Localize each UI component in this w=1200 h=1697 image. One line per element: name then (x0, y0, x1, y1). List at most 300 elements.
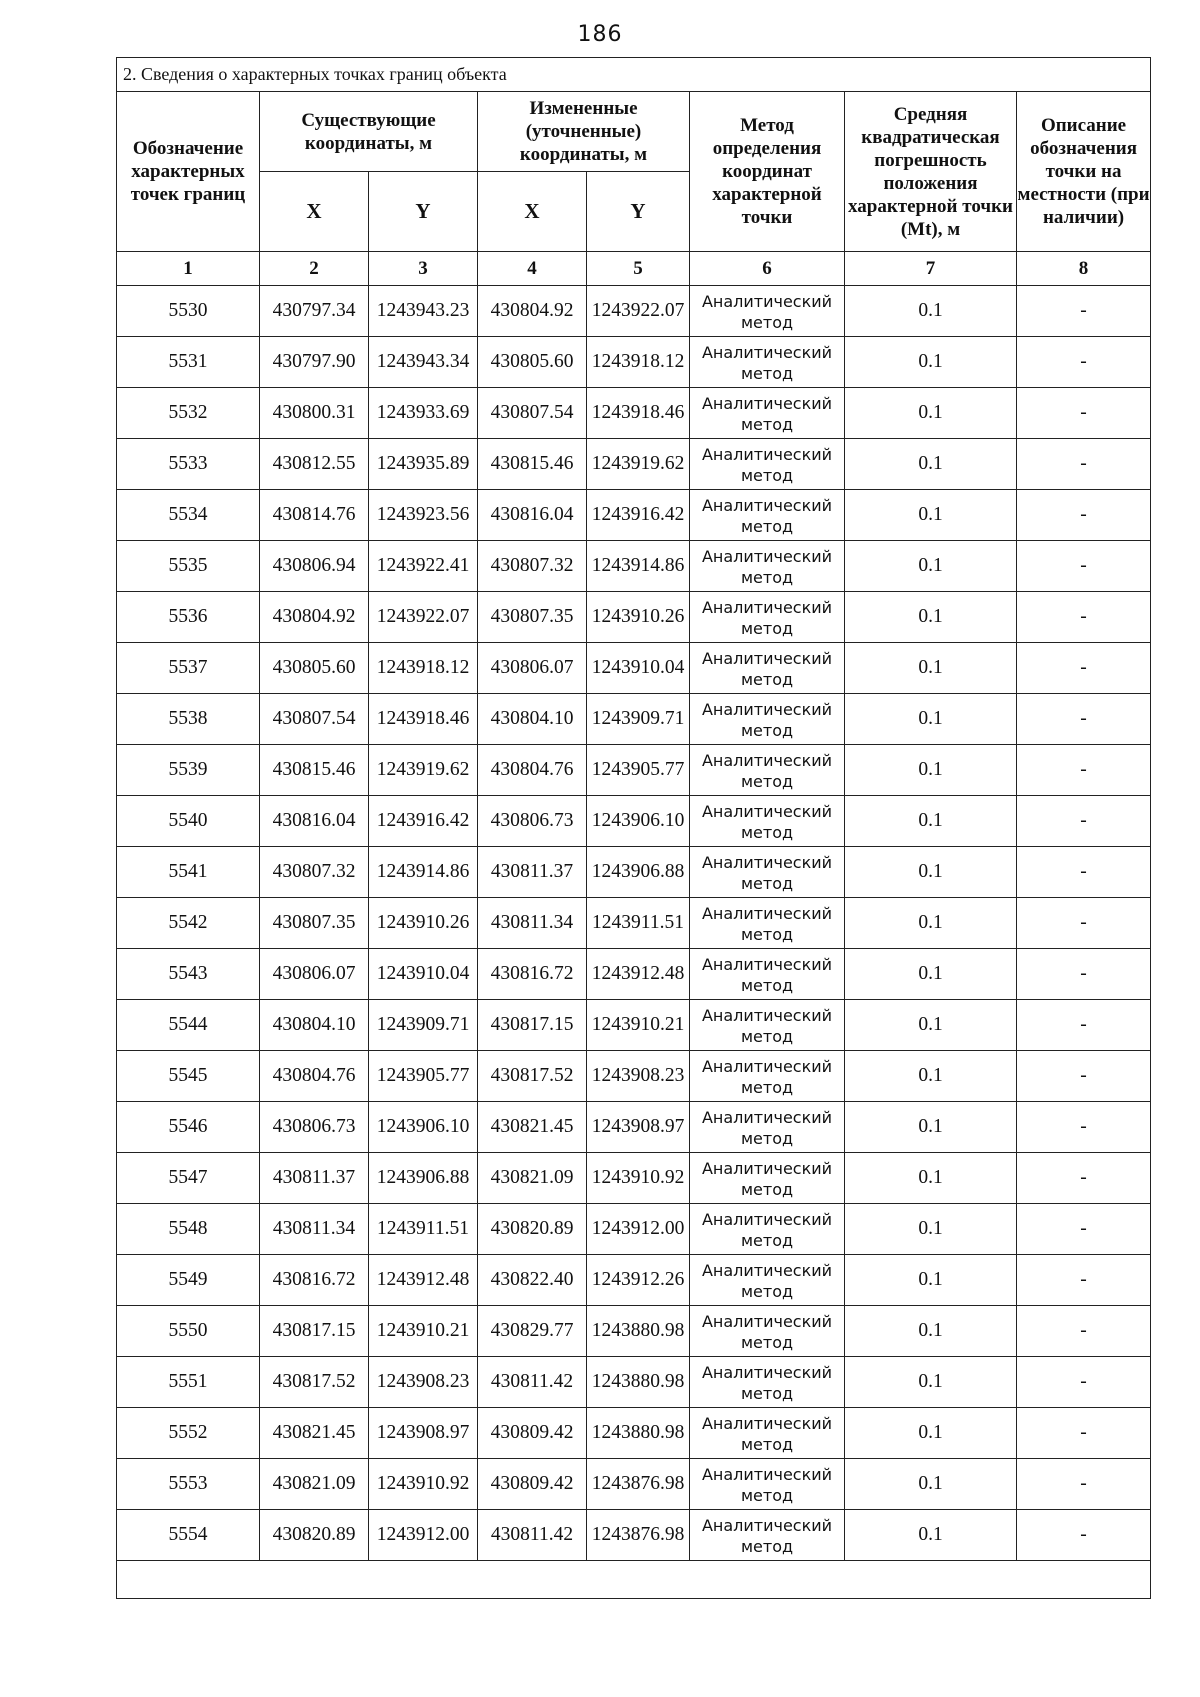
column-number: 5 (587, 252, 690, 286)
changed-x-cell: 430811.37 (478, 847, 587, 898)
method-cell (690, 1000, 845, 1051)
mean-error-cell: 0.1 (845, 1408, 1017, 1459)
description-cell: - (1017, 1408, 1151, 1459)
point-id-cell: 5533 (117, 439, 260, 490)
mean-error-cell: 0.1 (845, 388, 1017, 439)
section-title: 2. Сведения о характерных точках границ объекта (117, 58, 1151, 92)
method-cell (690, 1459, 845, 1510)
method-line: Аналитический (701, 1107, 833, 1127)
mean-error-cell: 0.1 (845, 490, 1017, 541)
method-cell (690, 388, 845, 439)
existing-y-cell: 1243916.42 (369, 796, 478, 847)
table-row (117, 1000, 1151, 1051)
table-row (117, 1102, 1151, 1153)
table-row (117, 796, 1151, 847)
method-line: метод (740, 516, 794, 536)
method-line: Аналитический (701, 1056, 833, 1076)
mean-error-cell: 0.1 (845, 439, 1017, 490)
method-line: Аналитический (701, 1464, 833, 1484)
changed-x-cell: 430805.60 (478, 337, 587, 388)
table-row (117, 1357, 1151, 1408)
table-row (117, 592, 1151, 643)
changed-x-cell: 430806.73 (478, 796, 587, 847)
boundary-points-table (116, 57, 1151, 1599)
description-cell: - (1017, 1102, 1151, 1153)
column-number: 2 (260, 252, 369, 286)
method-cell (690, 490, 845, 541)
changed-y-cell: 1243908.23 (587, 1051, 690, 1102)
table-row (117, 643, 1151, 694)
method-line: Аналитический (701, 495, 833, 515)
method-cell (690, 286, 845, 337)
description-cell: - (1017, 490, 1151, 541)
existing-x-cell: 430811.37 (260, 1153, 369, 1204)
page-number: 186 (577, 22, 623, 47)
method-line: Аналитический (701, 1515, 833, 1535)
method-line: метод (740, 1332, 794, 1352)
method-line: метод (740, 975, 794, 995)
existing-y-cell: 1243918.46 (369, 694, 478, 745)
description-cell: - (1017, 1357, 1151, 1408)
method-cell (690, 1510, 845, 1561)
changed-y-cell: 1243922.07 (587, 286, 690, 337)
method-line: Аналитический (701, 801, 833, 821)
point-id-cell: 5553 (117, 1459, 260, 1510)
changed-y-cell: 1243914.86 (587, 541, 690, 592)
mean-error-cell: 0.1 (845, 1051, 1017, 1102)
existing-y-cell: 1243922.41 (369, 541, 478, 592)
changed-x-cell: 430817.52 (478, 1051, 587, 1102)
point-id-cell: 5541 (117, 847, 260, 898)
column-number: 8 (1017, 252, 1151, 286)
method-line: Аналитический (701, 1413, 833, 1433)
changed-y-cell: 1243880.98 (587, 1357, 690, 1408)
existing-y-cell: 1243906.10 (369, 1102, 478, 1153)
point-id-cell: 5539 (117, 745, 260, 796)
mean-error-cell: 0.1 (845, 592, 1017, 643)
method-line: метод (740, 1230, 794, 1250)
method-cell (690, 439, 845, 490)
changed-x-cell: 430816.04 (478, 490, 587, 541)
changed-y-cell: 1243919.62 (587, 439, 690, 490)
existing-x-cell: 430797.90 (260, 337, 369, 388)
method-line: Аналитический (701, 852, 833, 872)
existing-x-cell: 430807.35 (260, 898, 369, 949)
mean-error-cell: 0.1 (845, 796, 1017, 847)
existing-y-cell: 1243943.34 (369, 337, 478, 388)
changed-x-cell: 430816.72 (478, 949, 587, 1000)
header-mean-error: Средняя квадратическая погрешность положения характерной точки (Mt), м (845, 92, 1017, 252)
description-cell: - (1017, 439, 1151, 490)
changed-y-cell: 1243911.51 (587, 898, 690, 949)
method-line: метод (740, 567, 794, 587)
description-cell: - (1017, 745, 1151, 796)
changed-y-cell: 1243906.10 (587, 796, 690, 847)
point-id-cell: 5531 (117, 337, 260, 388)
method-cell (690, 643, 845, 694)
table-row (117, 949, 1151, 1000)
existing-x-cell: 430820.89 (260, 1510, 369, 1561)
changed-y-cell: 1243910.04 (587, 643, 690, 694)
method-line: Аналитический (701, 444, 833, 464)
changed-x-cell: 430821.45 (478, 1102, 587, 1153)
method-cell (690, 694, 845, 745)
changed-y-cell: 1243916.42 (587, 490, 690, 541)
existing-y-cell: 1243908.97 (369, 1408, 478, 1459)
mean-error-cell: 0.1 (845, 337, 1017, 388)
changed-y-cell: 1243880.98 (587, 1408, 690, 1459)
method-line: метод (740, 720, 794, 740)
existing-x-cell: 430812.55 (260, 439, 369, 490)
mean-error-cell: 0.1 (845, 694, 1017, 745)
point-id-cell: 5548 (117, 1204, 260, 1255)
existing-x-cell: 430821.09 (260, 1459, 369, 1510)
method-line: метод (740, 618, 794, 638)
column-number-row (117, 252, 1151, 286)
existing-x-cell: 430816.72 (260, 1255, 369, 1306)
header-changed-y: Y (587, 172, 690, 252)
table-row (117, 490, 1151, 541)
changed-x-cell: 430804.10 (478, 694, 587, 745)
existing-y-cell: 1243910.26 (369, 898, 478, 949)
changed-x-cell: 430809.42 (478, 1459, 587, 1510)
mean-error-cell: 0.1 (845, 898, 1017, 949)
changed-y-cell: 1243912.48 (587, 949, 690, 1000)
existing-x-cell: 430807.54 (260, 694, 369, 745)
mean-error-cell: 0.1 (845, 1306, 1017, 1357)
point-id-cell: 5536 (117, 592, 260, 643)
existing-x-cell: 430805.60 (260, 643, 369, 694)
method-cell (690, 1357, 845, 1408)
table-row (117, 439, 1151, 490)
changed-x-cell: 430804.92 (478, 286, 587, 337)
existing-y-cell: 1243909.71 (369, 1000, 478, 1051)
method-line: Аналитический (701, 546, 833, 566)
changed-y-cell: 1243880.98 (587, 1306, 690, 1357)
method-line: Аналитический (701, 1158, 833, 1178)
existing-y-cell: 1243933.69 (369, 388, 478, 439)
existing-x-cell: 430807.32 (260, 847, 369, 898)
method-line: метод (740, 1026, 794, 1046)
description-cell: - (1017, 541, 1151, 592)
existing-y-cell: 1243914.86 (369, 847, 478, 898)
mean-error-cell: 0.1 (845, 1153, 1017, 1204)
table-row (117, 694, 1151, 745)
method-line: метод (740, 1434, 794, 1454)
header-point-designation: Обозначение характерных точек границ (117, 92, 260, 252)
method-line: метод (740, 1485, 794, 1505)
header-description: Описание обозначения точки на местности (при наличии) (1017, 92, 1151, 252)
changed-x-cell: 430817.15 (478, 1000, 587, 1051)
mean-error-cell: 0.1 (845, 1255, 1017, 1306)
method-cell (690, 949, 845, 1000)
point-id-cell: 5535 (117, 541, 260, 592)
table-body (117, 286, 1151, 1561)
description-cell: - (1017, 592, 1151, 643)
column-number: 6 (690, 252, 845, 286)
table-row (117, 898, 1151, 949)
existing-x-cell: 430804.76 (260, 1051, 369, 1102)
description-cell: - (1017, 949, 1151, 1000)
changed-y-cell: 1243876.98 (587, 1510, 690, 1561)
changed-y-cell: 1243908.97 (587, 1102, 690, 1153)
existing-x-cell: 430800.31 (260, 388, 369, 439)
point-id-cell: 5547 (117, 1153, 260, 1204)
existing-y-cell: 1243912.48 (369, 1255, 478, 1306)
point-id-cell: 5534 (117, 490, 260, 541)
existing-y-cell: 1243935.89 (369, 439, 478, 490)
existing-x-cell: 430815.46 (260, 745, 369, 796)
existing-y-cell: 1243943.23 (369, 286, 478, 337)
changed-y-cell: 1243910.26 (587, 592, 690, 643)
existing-x-cell: 430816.04 (260, 796, 369, 847)
column-number: 4 (478, 252, 587, 286)
point-id-cell: 5546 (117, 1102, 260, 1153)
table-row (117, 1408, 1151, 1459)
table-row (117, 847, 1151, 898)
method-line: Аналитический (701, 648, 833, 668)
method-cell (690, 592, 845, 643)
point-id-cell: 5554 (117, 1510, 260, 1561)
method-cell (690, 1204, 845, 1255)
changed-y-cell: 1243909.71 (587, 694, 690, 745)
table-row (117, 1051, 1151, 1102)
method-line: метод (740, 1383, 794, 1403)
changed-x-cell: 430809.42 (478, 1408, 587, 1459)
changed-x-cell: 430806.07 (478, 643, 587, 694)
changed-y-cell: 1243912.00 (587, 1204, 690, 1255)
description-cell: - (1017, 1306, 1151, 1357)
method-cell (690, 1306, 845, 1357)
changed-y-cell: 1243905.77 (587, 745, 690, 796)
description-cell: - (1017, 1204, 1151, 1255)
method-line: метод (740, 414, 794, 434)
existing-x-cell: 430806.73 (260, 1102, 369, 1153)
column-number: 1 (117, 252, 260, 286)
existing-y-cell: 1243905.77 (369, 1051, 478, 1102)
point-id-cell: 5552 (117, 1408, 260, 1459)
existing-y-cell: 1243922.07 (369, 592, 478, 643)
method-line: Аналитический (701, 1362, 833, 1382)
existing-x-cell: 430821.45 (260, 1408, 369, 1459)
description-cell: - (1017, 1510, 1151, 1561)
changed-y-cell: 1243918.12 (587, 337, 690, 388)
description-cell: - (1017, 1051, 1151, 1102)
point-id-cell: 5537 (117, 643, 260, 694)
header-method: Метод определения координат характерной точки (690, 92, 845, 252)
method-line: Аналитический (701, 1260, 833, 1280)
changed-x-cell: 430807.35 (478, 592, 587, 643)
mean-error-cell: 0.1 (845, 1204, 1017, 1255)
empty-footer-row (117, 1561, 1151, 1599)
point-id-cell: 5551 (117, 1357, 260, 1408)
existing-x-cell: 430804.92 (260, 592, 369, 643)
mean-error-cell: 0.1 (845, 847, 1017, 898)
method-line: Аналитический (701, 1005, 833, 1025)
table-row (117, 1510, 1151, 1561)
method-line: метод (740, 465, 794, 485)
method-line: метод (740, 1128, 794, 1148)
method-line: Аналитический (701, 1209, 833, 1229)
method-line: метод (740, 771, 794, 791)
method-line: метод (740, 363, 794, 383)
description-cell: - (1017, 898, 1151, 949)
changed-x-cell: 430815.46 (478, 439, 587, 490)
existing-y-cell: 1243910.21 (369, 1306, 478, 1357)
description-cell: - (1017, 1459, 1151, 1510)
column-number: 3 (369, 252, 478, 286)
existing-x-cell: 430806.94 (260, 541, 369, 592)
method-line: Аналитический (701, 393, 833, 413)
method-line: Аналитический (701, 699, 833, 719)
table-row (117, 1306, 1151, 1357)
mean-error-cell: 0.1 (845, 1102, 1017, 1153)
existing-x-cell: 430797.34 (260, 286, 369, 337)
changed-x-cell: 430829.77 (478, 1306, 587, 1357)
point-id-cell: 5543 (117, 949, 260, 1000)
changed-y-cell: 1243910.92 (587, 1153, 690, 1204)
changed-y-cell: 1243906.88 (587, 847, 690, 898)
existing-y-cell: 1243918.12 (369, 643, 478, 694)
table-row (117, 1204, 1151, 1255)
table-row (117, 541, 1151, 592)
method-cell (690, 745, 845, 796)
column-number: 7 (845, 252, 1017, 286)
changed-x-cell: 430811.42 (478, 1510, 587, 1561)
method-cell (690, 337, 845, 388)
table-row (117, 337, 1151, 388)
method-line: метод (740, 669, 794, 689)
point-id-cell: 5549 (117, 1255, 260, 1306)
existing-y-cell: 1243919.62 (369, 745, 478, 796)
existing-x-cell: 430804.10 (260, 1000, 369, 1051)
existing-x-cell: 430806.07 (260, 949, 369, 1000)
mean-error-cell: 0.1 (845, 1510, 1017, 1561)
point-id-cell: 5538 (117, 694, 260, 745)
header-existing-y: Y (369, 172, 478, 252)
description-cell: - (1017, 643, 1151, 694)
method-line: Аналитический (701, 903, 833, 923)
point-id-cell: 5544 (117, 1000, 260, 1051)
method-cell (690, 1408, 845, 1459)
method-line: Аналитический (701, 342, 833, 362)
mean-error-cell: 0.1 (845, 541, 1017, 592)
table-row (117, 286, 1151, 337)
method-line: метод (740, 312, 794, 332)
existing-x-cell: 430814.76 (260, 490, 369, 541)
method-cell (690, 1051, 845, 1102)
changed-y-cell: 1243876.98 (587, 1459, 690, 1510)
table-row (117, 388, 1151, 439)
changed-y-cell: 1243910.21 (587, 1000, 690, 1051)
description-cell: - (1017, 1000, 1151, 1051)
mean-error-cell: 0.1 (845, 1357, 1017, 1408)
method-line: метод (740, 1536, 794, 1556)
header-existing-coordinates: Существующие координаты, м (260, 92, 478, 172)
method-line: метод (740, 924, 794, 944)
existing-y-cell: 1243923.56 (369, 490, 478, 541)
table-row (117, 1255, 1151, 1306)
header-existing-x: X (260, 172, 369, 252)
method-line: Аналитический (701, 597, 833, 617)
existing-y-cell: 1243911.51 (369, 1204, 478, 1255)
method-line: Аналитический (701, 750, 833, 770)
method-cell (690, 898, 845, 949)
description-cell: - (1017, 388, 1151, 439)
existing-x-cell: 430811.34 (260, 1204, 369, 1255)
mean-error-cell: 0.1 (845, 1000, 1017, 1051)
description-cell: - (1017, 694, 1151, 745)
point-id-cell: 5530 (117, 286, 260, 337)
method-cell (690, 796, 845, 847)
description-cell: - (1017, 286, 1151, 337)
point-id-cell: 5542 (117, 898, 260, 949)
table-row (117, 745, 1151, 796)
method-cell (690, 847, 845, 898)
changed-x-cell: 430804.76 (478, 745, 587, 796)
point-id-cell: 5540 (117, 796, 260, 847)
method-line: Аналитический (701, 954, 833, 974)
changed-y-cell: 1243912.26 (587, 1255, 690, 1306)
existing-y-cell: 1243906.88 (369, 1153, 478, 1204)
existing-x-cell: 430817.15 (260, 1306, 369, 1357)
changed-x-cell: 430811.34 (478, 898, 587, 949)
mean-error-cell: 0.1 (845, 949, 1017, 1000)
method-cell (690, 541, 845, 592)
header-changed-x: X (478, 172, 587, 252)
description-cell: - (1017, 847, 1151, 898)
changed-x-cell: 430807.32 (478, 541, 587, 592)
changed-x-cell: 430811.42 (478, 1357, 587, 1408)
method-line: метод (740, 1077, 794, 1097)
method-line: метод (740, 1179, 794, 1199)
changed-x-cell: 430821.09 (478, 1153, 587, 1204)
method-cell (690, 1255, 845, 1306)
method-cell (690, 1102, 845, 1153)
changed-x-cell: 430822.40 (478, 1255, 587, 1306)
method-cell (690, 1153, 845, 1204)
changed-x-cell: 430820.89 (478, 1204, 587, 1255)
description-cell: - (1017, 796, 1151, 847)
method-line: метод (740, 873, 794, 893)
mean-error-cell: 0.1 (845, 286, 1017, 337)
existing-y-cell: 1243908.23 (369, 1357, 478, 1408)
description-cell: - (1017, 337, 1151, 388)
method-line: метод (740, 1281, 794, 1301)
existing-y-cell: 1243910.04 (369, 949, 478, 1000)
method-line: метод (740, 822, 794, 842)
existing-y-cell: 1243910.92 (369, 1459, 478, 1510)
existing-x-cell: 430817.52 (260, 1357, 369, 1408)
mean-error-cell: 0.1 (845, 745, 1017, 796)
method-line: Аналитический (701, 291, 833, 311)
method-line: Аналитический (701, 1311, 833, 1331)
header-changed-coordinates: Измененные (уточненные) координаты, м (478, 92, 690, 172)
table-row (117, 1153, 1151, 1204)
description-cell: - (1017, 1153, 1151, 1204)
point-id-cell: 5532 (117, 388, 260, 439)
changed-y-cell: 1243918.46 (587, 388, 690, 439)
point-id-cell: 5545 (117, 1051, 260, 1102)
changed-x-cell: 430807.54 (478, 388, 587, 439)
point-id-cell: 5550 (117, 1306, 260, 1357)
existing-y-cell: 1243912.00 (369, 1510, 478, 1561)
table-row (117, 1459, 1151, 1510)
mean-error-cell: 0.1 (845, 643, 1017, 694)
empty-footer-cell (117, 1561, 1151, 1599)
mean-error-cell: 0.1 (845, 1459, 1017, 1510)
description-cell: - (1017, 1255, 1151, 1306)
